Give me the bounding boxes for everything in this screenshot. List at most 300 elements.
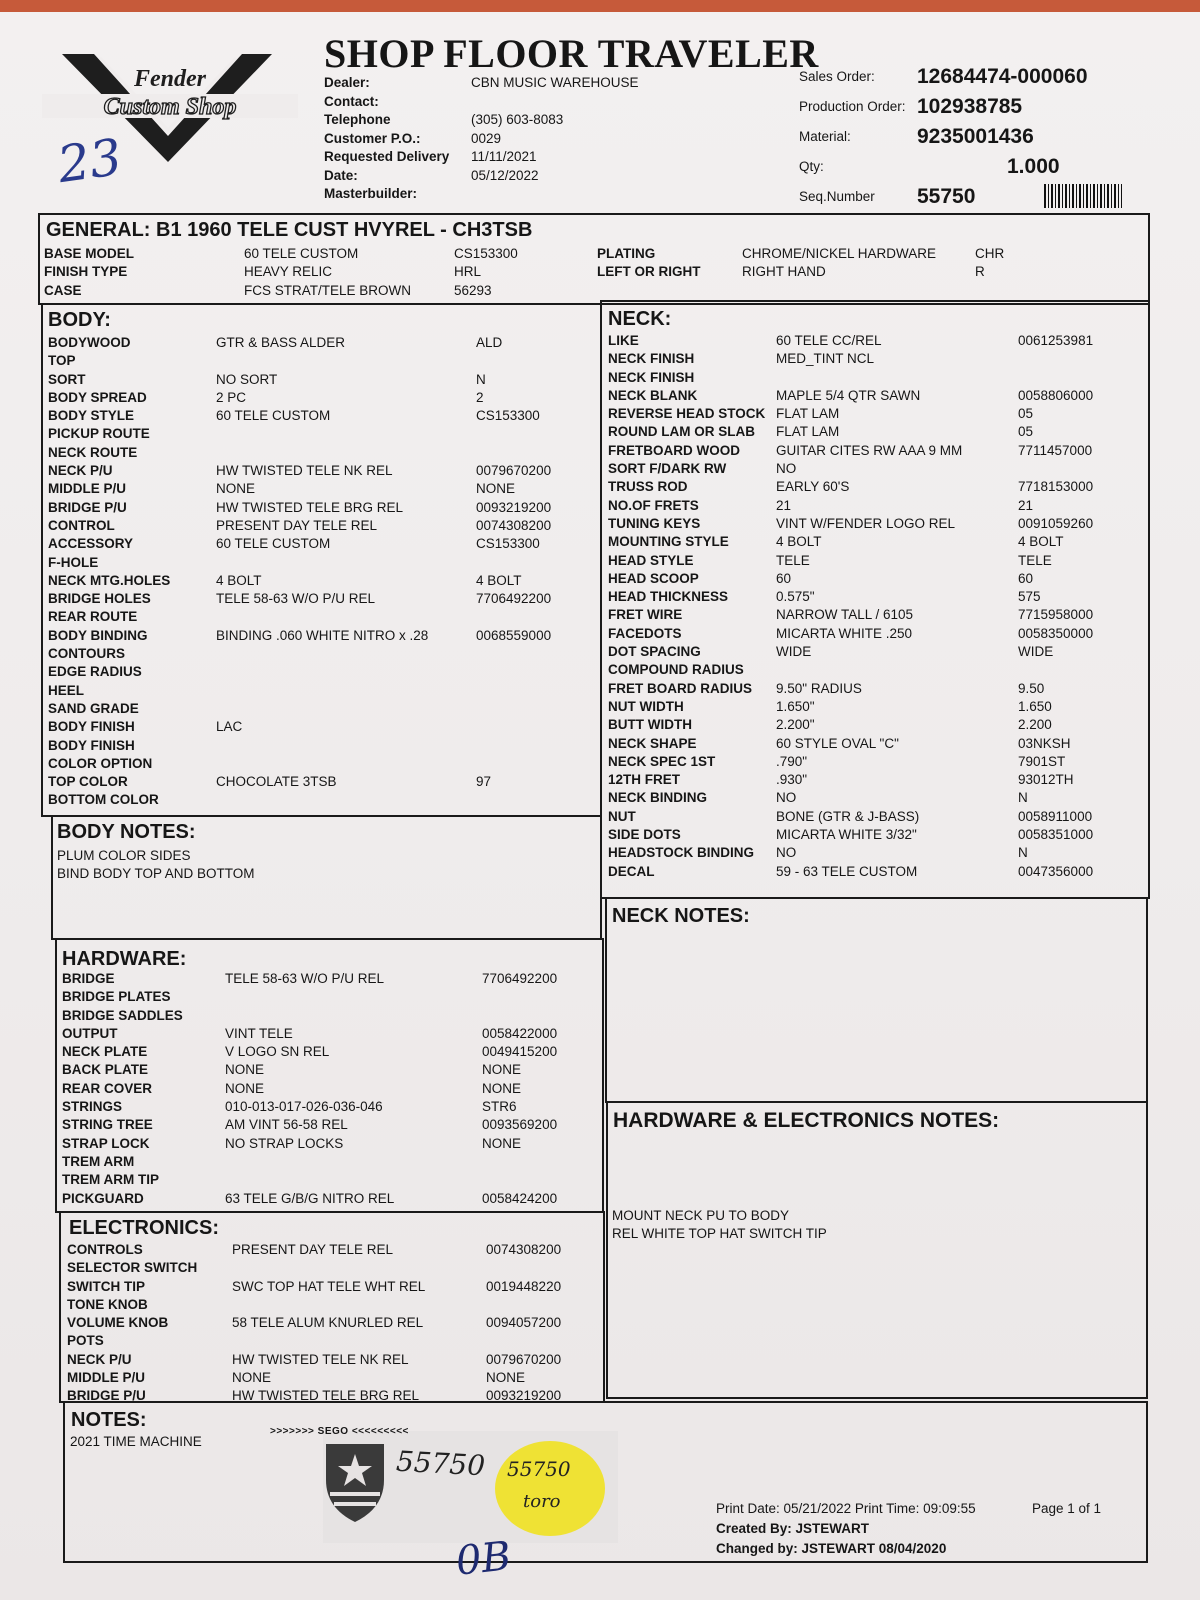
field-code: TELE [1018, 552, 1052, 568]
hardware-row [62, 988, 602, 1006]
field-value: NO [776, 790, 797, 806]
field-label: 12TH FRET [608, 772, 681, 788]
field-label: TRUSS ROD [608, 479, 688, 495]
material-value: 9235001436 [917, 125, 1034, 148]
general-row [597, 263, 1137, 281]
production-order-label: Production Order: [799, 99, 906, 114]
field-value: TELE [776, 552, 810, 568]
top-edge-band [0, 0, 1200, 12]
field-code: NONE [486, 1370, 526, 1386]
barcode [1044, 184, 1122, 208]
field-label: CONTROL [48, 517, 115, 533]
body-row [48, 480, 598, 498]
body-row [48, 737, 598, 755]
neck-row [608, 442, 1146, 460]
field-label: SIDE DOTS [608, 827, 681, 843]
notes-line: 2021 TIME MACHINE [70, 1434, 202, 1449]
field-label: BASE MODEL [44, 246, 135, 261]
field-label: NECK MTG.HOLES [48, 572, 171, 588]
field-label: NECK BINDING [608, 790, 708, 806]
field-label: REAR COVER [62, 1080, 153, 1096]
field-code: 7718153000 [1018, 479, 1094, 495]
field-label: BODY SPREAD [48, 389, 147, 405]
neck-row [608, 716, 1146, 734]
body-heading: BODY: [48, 309, 111, 331]
hardware-row [62, 1025, 602, 1043]
field-code: 0093219200 [486, 1388, 562, 1404]
field-label: BRIDGE HOLES [48, 591, 151, 607]
neck-row [608, 753, 1146, 771]
field-code: 7706492200 [476, 591, 552, 607]
electronics-row [67, 1332, 602, 1350]
body-notes-section [51, 815, 602, 940]
sales-order-value: 12684474-000060 [917, 65, 1088, 88]
body-row [48, 425, 598, 443]
neck-row [608, 844, 1146, 862]
field-value: PRESENT DAY TELE REL [216, 517, 378, 533]
field-value: 60 STYLE OVAL "C" [776, 735, 899, 751]
field-code: NONE [476, 481, 516, 497]
field-code: ALD [476, 335, 503, 350]
field-code: 4 BOLT [476, 572, 522, 588]
electronics-row [67, 1314, 602, 1332]
field-value: 60 TELE CUSTOM [244, 246, 359, 261]
field-code: 9.50 [1018, 680, 1045, 696]
field-code: 0058806000 [1018, 387, 1094, 403]
field-label: HEEL [48, 682, 85, 698]
body-row [48, 389, 598, 407]
field-label: FRET WIRE [608, 607, 683, 623]
field-label: BODYWOOD [48, 335, 131, 350]
field-label: NECK P/U [67, 1351, 132, 1367]
contact-label: Contact: [324, 93, 379, 109]
material-label: Material: [799, 129, 851, 144]
dealer-value: CBN MUSIC WAREHOUSE [471, 75, 639, 90]
field-label: POTS [67, 1333, 104, 1349]
body-row [48, 791, 598, 809]
qty-value: 1.000 [1007, 155, 1060, 178]
field-code: WIDE [1018, 644, 1054, 660]
field-label: CASE [44, 282, 82, 298]
field-code: 0058350000 [1018, 625, 1094, 641]
field-value: BINDING .060 WHITE NITRO x .28 [216, 627, 429, 643]
telephone-label: Telephone [324, 112, 391, 127]
field-code: CS153300 [476, 536, 540, 552]
field-label: MIDDLE P/U [67, 1370, 146, 1386]
field-value: BONE (GTR & J-BASS) [776, 808, 920, 824]
neck-row [608, 497, 1146, 515]
field-value: 2 PC [216, 389, 247, 405]
body-row [48, 773, 598, 791]
body-row [48, 535, 598, 553]
field-label: LIKE [608, 333, 639, 348]
field-label: CONTROLS [67, 1242, 143, 1257]
field-code: CHR [975, 246, 1005, 261]
field-value: NO STRAP LOCKS [225, 1135, 344, 1151]
body-note-line: PLUM COLOR SIDES [57, 848, 191, 863]
field-code: N [476, 371, 486, 387]
field-value: MED_TINT NCL [776, 351, 875, 367]
field-label: BOTTOM COLOR [48, 792, 159, 808]
field-code: 7706492200 [482, 971, 558, 986]
field-label: F-HOLE [48, 554, 99, 570]
hw-note-line: REL WHITE TOP HAT SWITCH TIP [612, 1226, 827, 1241]
contact-value [471, 93, 711, 112]
field-value: NO SORT [216, 371, 278, 387]
hw-notes-list [612, 1207, 827, 1243]
field-value: 60 TELE CUSTOM [216, 408, 331, 424]
neck-row [608, 863, 1146, 881]
field-code: N [1018, 845, 1028, 861]
field-code: CS153300 [476, 408, 540, 424]
neck-row [608, 423, 1146, 441]
field-label: BODY STYLE [48, 408, 135, 424]
masterbuilder-label: Masterbuilder: [324, 186, 418, 201]
field-code: 7901ST [1018, 753, 1066, 769]
field-value: VINT TELE [225, 1025, 293, 1041]
field-value: 9.50" RADIUS [776, 680, 862, 696]
field-value: NONE [225, 1062, 265, 1078]
neck-row [608, 387, 1146, 405]
dealer-values [471, 74, 711, 204]
field-code: 0019448220 [486, 1278, 562, 1294]
body-row [48, 334, 598, 352]
field-label: NECK ROUTE [48, 444, 138, 460]
field-value: PRESENT DAY TELE REL [232, 1242, 394, 1257]
hardware-row [62, 970, 602, 988]
field-label: MOUNTING STYLE [608, 534, 729, 550]
neck-row [608, 460, 1146, 478]
customer-po-label: Customer P.O.: [324, 130, 421, 146]
sticker-note: toro [523, 1491, 561, 1512]
field-label: BRIDGE P/U [48, 499, 127, 515]
field-code: 0079670200 [476, 463, 552, 479]
handwritten-initials: 0B [453, 1533, 514, 1585]
hw-notes-section [606, 1101, 1148, 1399]
field-value: 59 - 63 TELE CUSTOM [776, 863, 918, 879]
field-label: SORT [48, 371, 86, 387]
field-label: ROUND LAM OR SLAB [608, 424, 755, 440]
body-row [48, 718, 598, 736]
field-code: 05 [1018, 424, 1034, 440]
neck-row [608, 552, 1146, 570]
field-code: 56293 [454, 282, 492, 298]
field-label: HEAD THICKNESS [608, 589, 729, 605]
hardware-row [62, 1135, 602, 1153]
field-value: HW TWISTED TELE NK REL [232, 1351, 409, 1367]
shield-stamp-icon [322, 1440, 388, 1524]
date-value: 05/12/2022 [471, 167, 539, 183]
body-note-line: BIND BODY TOP AND BOTTOM [57, 866, 255, 881]
field-code: 0094057200 [486, 1315, 562, 1331]
body-row [48, 663, 598, 681]
field-code: 4 BOLT [1018, 534, 1064, 550]
field-code: 21 [1018, 497, 1034, 513]
field-label: TOP [48, 353, 76, 369]
body-row [48, 352, 598, 370]
field-label: STRAP LOCK [62, 1135, 150, 1151]
field-label: COLOR OPTION [48, 755, 153, 771]
field-code: 2 [476, 389, 484, 405]
field-label: HEADSTOCK BINDING [608, 845, 755, 861]
field-label: FINISH TYPE [44, 264, 128, 280]
field-code: 60 [1018, 570, 1034, 586]
field-value: V LOGO SN REL [225, 1044, 330, 1060]
electronics-rows [67, 1241, 602, 1406]
neck-row [608, 808, 1146, 826]
body-notes-list [57, 847, 255, 883]
field-label: DECAL [608, 863, 655, 879]
field-label: CONTOURS [48, 646, 126, 662]
body-row [48, 755, 598, 773]
field-value: 4 BOLT [216, 572, 262, 588]
body-row [48, 682, 598, 700]
field-code: 7715958000 [1018, 607, 1094, 623]
field-label: HEAD STYLE [608, 552, 694, 568]
field-value: FLAT LAM [776, 406, 840, 422]
electronics-row [67, 1351, 602, 1369]
neck-row [608, 588, 1146, 606]
field-value: 60 [776, 570, 792, 586]
field-label: NUT WIDTH [608, 698, 684, 714]
field-value: NONE [216, 481, 256, 497]
field-label: ACCESSORY [48, 536, 134, 552]
sales-order-label: Sales Order: [799, 69, 875, 84]
production-order-value: 102938785 [917, 95, 1023, 118]
neck-row [608, 606, 1146, 624]
field-label: PICKGUARD [62, 1190, 144, 1206]
field-label: REAR ROUTE [48, 609, 138, 625]
field-code: 2.200 [1018, 717, 1052, 733]
electronics-heading: ELECTRONICS: [69, 1217, 219, 1239]
field-label: TOP COLOR [48, 774, 128, 790]
field-value: MICARTA WHITE .250 [776, 625, 913, 641]
print-info: Print Date: 05/21/2022 Print Time: 09:09:55 [716, 1501, 976, 1516]
body-section [41, 303, 602, 817]
field-value: MAPLE 5/4 QTR SAWN [776, 387, 921, 403]
neck-row [608, 515, 1146, 533]
created-by: Created By: JSTEWART [716, 1521, 870, 1536]
body-rows [48, 334, 598, 810]
hardware-section [55, 938, 604, 1213]
neck-rows [608, 332, 1146, 881]
neck-row [608, 369, 1146, 387]
body-row [48, 554, 598, 572]
body-row [48, 407, 598, 425]
neck-row [608, 680, 1146, 698]
field-code: NONE [482, 1062, 522, 1078]
neck-row [608, 643, 1146, 661]
field-value: RIGHT HAND [742, 264, 826, 280]
field-label: VOLUME KNOB [67, 1315, 169, 1331]
field-label: BODY BINDING [48, 627, 148, 643]
field-value: 60 TELE CUSTOM [216, 536, 331, 552]
neck-row [608, 661, 1146, 679]
hardware-row [62, 1098, 602, 1116]
field-label: PICKUP ROUTE [48, 426, 150, 442]
field-value: FCS STRAT/TELE BROWN [244, 282, 412, 298]
body-row [48, 590, 598, 608]
field-value: TELE 58-63 W/O P/U REL [216, 591, 376, 607]
field-code: 05 [1018, 406, 1034, 422]
logo-brand-text: Fender [134, 66, 206, 92]
field-label: BACK PLATE [62, 1062, 148, 1078]
field-label: PLATING [597, 246, 656, 261]
changed-by: Changed by: JSTEWART 08/04/2020 [716, 1541, 947, 1556]
telephone-value: (305) 603-8083 [471, 112, 564, 127]
field-code: 0093219200 [476, 499, 552, 515]
hardware-row [62, 1007, 602, 1025]
field-code: 0058422000 [482, 1025, 558, 1041]
page-number: Page 1 of 1 [1032, 1501, 1102, 1516]
field-code: N [1018, 790, 1028, 806]
body-row [48, 572, 598, 590]
field-value: HW TWISTED TELE BRG REL [216, 499, 404, 515]
body-row [48, 444, 598, 462]
field-code: 97 [476, 774, 492, 790]
neck-notes-section [605, 897, 1148, 1103]
field-value: 4 BOLT [776, 534, 822, 550]
field-label: STRINGS [62, 1099, 123, 1115]
field-value: GTR & BASS ALDER [216, 335, 346, 350]
field-label: SWITCH TIP [67, 1278, 145, 1294]
field-label: BUTT WIDTH [608, 717, 692, 733]
date-label: Date: [324, 167, 358, 183]
field-code: 0068559000 [476, 627, 552, 643]
field-value: 2.200" [776, 717, 815, 733]
body-row [48, 627, 598, 645]
field-label: BRIDGE [62, 971, 115, 986]
neck-row [608, 533, 1146, 551]
field-label: TONE KNOB [67, 1296, 148, 1312]
general-row [44, 263, 604, 281]
field-label: BODY FINISH [48, 719, 135, 735]
general-row [597, 245, 1137, 263]
neck-notes-heading: NECK NOTES: [612, 905, 750, 927]
field-value: HW TWISTED TELE BRG REL [232, 1388, 420, 1404]
neck-row [608, 698, 1146, 716]
field-value: GUITAR CITES RW AAA 9 MM [776, 442, 963, 458]
general-row [44, 245, 604, 263]
electronics-row [67, 1259, 602, 1277]
hardware-row [62, 1080, 602, 1098]
field-code: 0074308200 [476, 517, 552, 533]
hardware-row [62, 1153, 602, 1171]
field-label: SORT F/DARK RW [608, 461, 727, 477]
dealer-label: Dealer: [324, 75, 370, 90]
hw-notes-heading: HARDWARE & ELECTRONICS NOTES: [613, 1109, 1000, 1132]
body-notes-heading: BODY NOTES: [57, 821, 196, 843]
handwritten-stamp-number: 55750 [395, 1444, 486, 1483]
field-value: 0.575" [776, 589, 815, 605]
field-label: STRING TREE [62, 1117, 153, 1133]
field-label: NECK SHAPE [608, 735, 697, 751]
requested-delivery-value: 11/11/2021 [471, 149, 537, 164]
field-value: SWC TOP HAT TELE WHT REL [232, 1278, 426, 1294]
field-label: COMPOUND RADIUS [608, 662, 744, 678]
field-label: LEFT OR RIGHT [597, 264, 701, 280]
field-value: CHROME/NICKEL HARDWARE [742, 246, 937, 261]
field-value: HW TWISTED TELE NK REL [216, 463, 393, 479]
masterbuilder-value [471, 185, 711, 204]
order-labels [799, 62, 917, 212]
field-value: TELE 58-63 W/O P/U REL [225, 971, 385, 986]
general-heading: GENERAL: B1 1960 TELE CUST HVYREL - CH3TSB [46, 219, 533, 241]
field-value: 63 TELE G/B/G NITRO REL [225, 1190, 395, 1206]
field-code: 1.650 [1018, 698, 1052, 714]
field-value: 1.650" [776, 698, 815, 714]
field-value: NO [776, 461, 797, 477]
field-value: MICARTA WHITE 3/32" [776, 827, 917, 843]
field-value: .930" [776, 772, 808, 788]
field-label: DOT SPACING [608, 644, 701, 660]
field-label: NUT [608, 808, 636, 824]
field-code: 0058351000 [1018, 827, 1094, 843]
field-code: CS153300 [454, 246, 518, 261]
field-code: 93012TH [1018, 772, 1074, 788]
field-value: 010-013-017-026-036-046 [225, 1099, 383, 1115]
field-label: MIDDLE P/U [48, 481, 127, 497]
hardware-row [62, 1116, 602, 1134]
field-label: TREM ARM TIP [62, 1172, 159, 1188]
field-code: HRL [454, 264, 482, 280]
neck-row [608, 570, 1146, 588]
field-label: FRET BOARD RADIUS [608, 680, 752, 696]
body-row [48, 700, 598, 718]
field-label: NECK FINISH [608, 351, 695, 367]
field-label: NECK BLANK [608, 387, 698, 403]
field-value: NONE [232, 1370, 272, 1386]
seq-number-label: Seq.Number [799, 189, 875, 204]
field-code: 0079670200 [486, 1351, 562, 1367]
neck-row [608, 625, 1146, 643]
hardware-heading: HARDWARE: [62, 948, 187, 970]
field-label: SAND GRADE [48, 700, 139, 716]
notes-heading: NOTES: [71, 1409, 147, 1431]
requested-delivery-label: Requested Delivery [324, 149, 450, 164]
field-value: AM VINT 56-58 REL [225, 1117, 348, 1133]
field-value: 58 TELE ALUM KNURLED REL [232, 1315, 424, 1331]
hardware-row [62, 1171, 602, 1189]
field-code: 0049415200 [482, 1044, 558, 1060]
hw-note-line: MOUNT NECK PU TO BODY [612, 1208, 790, 1223]
body-row [48, 517, 598, 535]
general-right-rows [597, 245, 1137, 282]
field-label: EDGE RADIUS [48, 664, 142, 680]
field-label: TREM ARM [62, 1153, 135, 1169]
field-value: 60 TELE CC/REL [776, 333, 882, 348]
field-code: 0091059260 [1018, 515, 1094, 531]
body-row [48, 608, 598, 626]
field-code: 03NKSH [1018, 735, 1071, 751]
body-row [48, 371, 598, 389]
field-label: BRIDGE PLATES [62, 989, 171, 1005]
field-label: NECK SPEC 1ST [608, 753, 716, 769]
neck-heading: NECK: [608, 308, 672, 330]
hardware-row [62, 1061, 602, 1079]
field-label: FRETBOARD WOOD [608, 442, 740, 458]
sticker-number: 55750 [507, 1457, 571, 1481]
field-label: TUNING KEYS [608, 515, 701, 531]
field-label: NECK FINISH [608, 369, 695, 385]
field-value: NO [776, 845, 797, 861]
logo-subbrand-text: Custom Shop [103, 94, 237, 120]
field-value: EARLY 60'S [776, 479, 850, 495]
field-label: BRIDGE SADDLES [62, 1007, 183, 1023]
field-value: FLAT LAM [776, 424, 840, 440]
yellow-sticker [495, 1441, 605, 1536]
field-value: 21 [776, 497, 792, 513]
